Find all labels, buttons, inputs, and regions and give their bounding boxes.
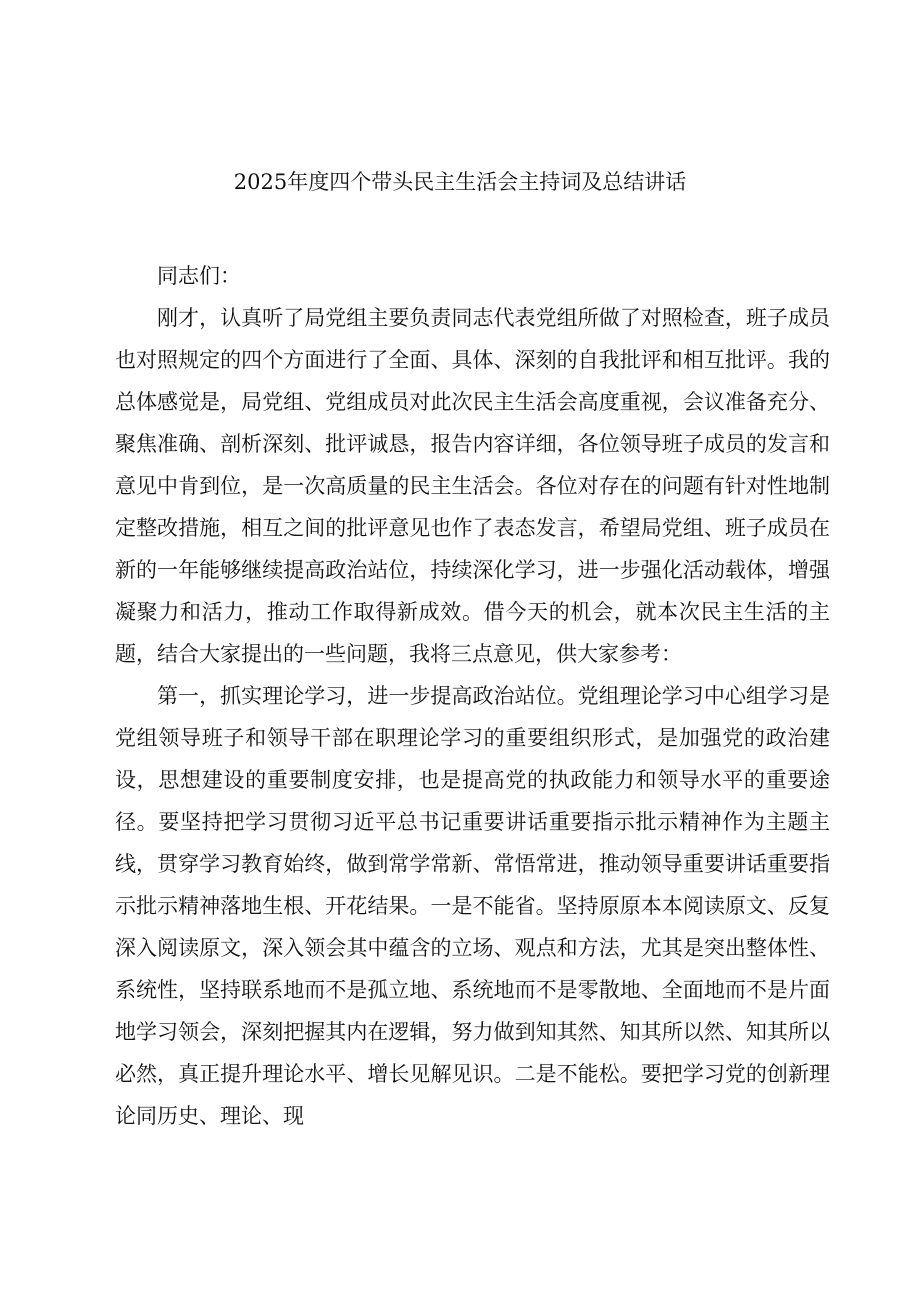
paragraph-opening: 刚才，认真听了局党组主要负责同志代表党组所做了对照检查，班子成员也对照规定的四个方面进行了全面、具体、深刻的自我批评和相互批评。我的总体感觉是，局党组、党组成员对此次民主生活会高度重视，会议准备充分、聚焦准确、剖析深刻、批评诚恳，报告内容详细，各位领导班子成员的发言和意见中肯到位，是一次高质量的民主生活会。各位对存在的问题有针对性地制定整改措施，相互之间的批评意见也作了表态发言，希望局党组、班子成员在新的一年能够继续提高政治站位，持续深化学习，进一步强化活动载体，增强凝聚力和活力，推动工作取得新成效。借今天的机会，就本次民主生活的主题，结合大家提出的一些问题，我将三点意见，供大家参考： <box>115 306 830 666</box>
document-title: 2025年度四个带头民主生活会主持词及总结讲话 <box>233 170 687 194</box>
paragraph-first-point: 第一，抓实理论学习，进一步提高政治站位。党组理论学习中心组学习是党组领导班子和领导干部在职理论学习的重要组织形式，是加强党的政治建设，思想建设的重要制度安排，也是提高党的执政能力和领导水平的重要途径。要坚持把学习贯彻习近平总书记重要讲话重要指示批示精神作为主题主线，贯穿学习教育始终，做到常学常新、常悟常进，推动领导重要讲话重要指示批示精神落地生根、开花结果。一是不能省。坚持原原本本阅读原文、反复深入阅读原文，深入领会其中蕴含的立场、观点和方法，尤其是突出整体性、系统性，坚持联系地而不是孤立地、系统地而不是零散地、全面地而不是片面地学习领会，深刻把握其内在逻辑，努力做到知其然、知其所以然、知其所以必然，真正提升理论水平、增长见解见识。二是不能松。要把学习党的创新理论同历史、理论、现 <box>115 684 830 1128</box>
salutation: 同志们： <box>157 264 241 288</box>
document-body <box>115 255 830 1137</box>
